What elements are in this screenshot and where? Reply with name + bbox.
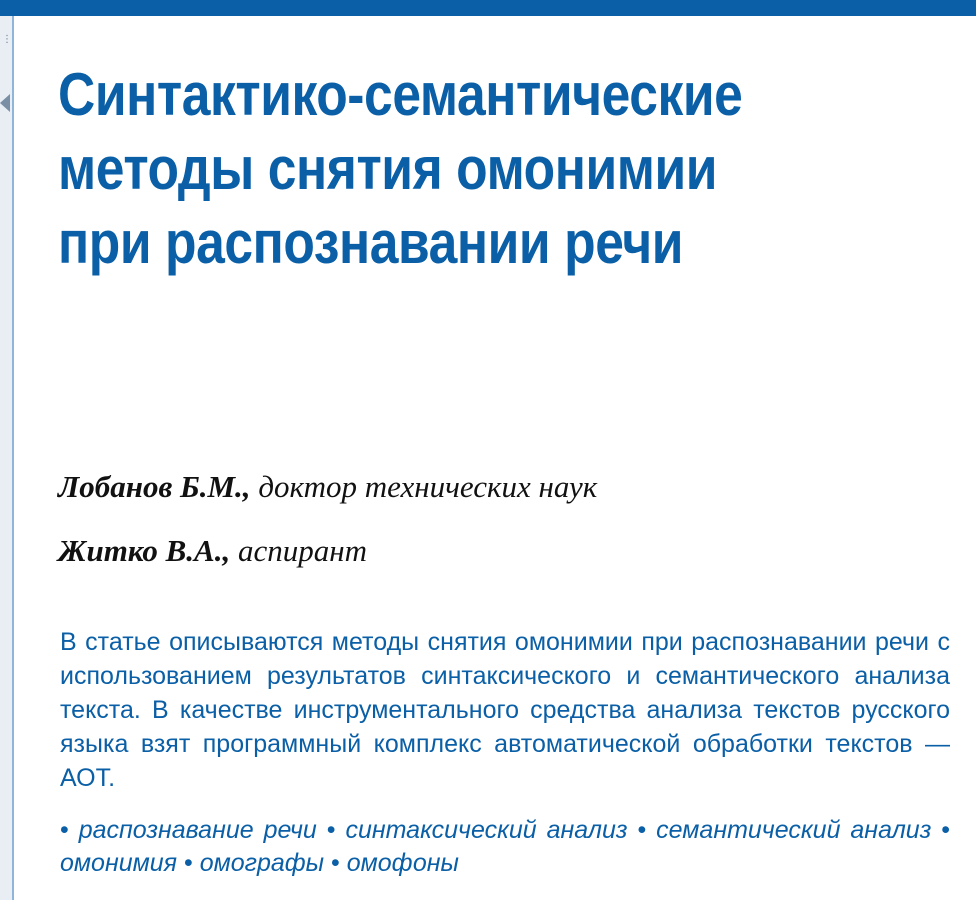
keyword: семантический анализ: [656, 816, 932, 844]
bullet-icon: •: [183, 849, 193, 877]
title-line: при распознавании речи: [58, 209, 684, 276]
bullet-icon: •: [941, 816, 951, 844]
bullet-icon: •: [637, 816, 647, 844]
authors-block: [58, 455, 918, 583]
bullet-icon: •: [60, 816, 69, 844]
top-color-band: [0, 0, 976, 16]
title-line: Синтактико-семантические: [58, 61, 743, 128]
author-name: Лобанов Б.М.,: [58, 469, 251, 504]
author-name: Житко В.А.,: [58, 533, 231, 568]
article-title: [58, 58, 815, 280]
left-gutter: [0, 16, 14, 900]
keyword: распознавание речи: [78, 816, 317, 844]
grip-dots-icon[interactable]: ⋮: [2, 34, 12, 45]
collapse-arrow-icon[interactable]: [0, 94, 10, 112]
bullet-icon: •: [326, 816, 336, 844]
author-role: доктор технических наук: [258, 469, 598, 504]
keyword: синтаксический анализ: [345, 816, 628, 844]
bullet-icon: •: [331, 849, 340, 877]
keywords-list: [60, 814, 950, 880]
author-entry: [58, 455, 918, 519]
author-entry: [58, 519, 918, 583]
keyword: омофоны: [346, 849, 459, 877]
title-line: методы снятия омонимии: [58, 135, 718, 202]
author-role: аспирант: [237, 533, 367, 568]
keyword: омонимия: [60, 849, 178, 877]
keyword: омографы: [199, 849, 325, 877]
article-abstract: В статье описываются методы снятия омонимии при распознавании речи с использованием результатов синтаксического и семантического анализа текста. В качестве инструментального средства анализа текстов русского языка взят программный комплекс автоматической обработки текстов — АОТ.: [60, 628, 950, 792]
